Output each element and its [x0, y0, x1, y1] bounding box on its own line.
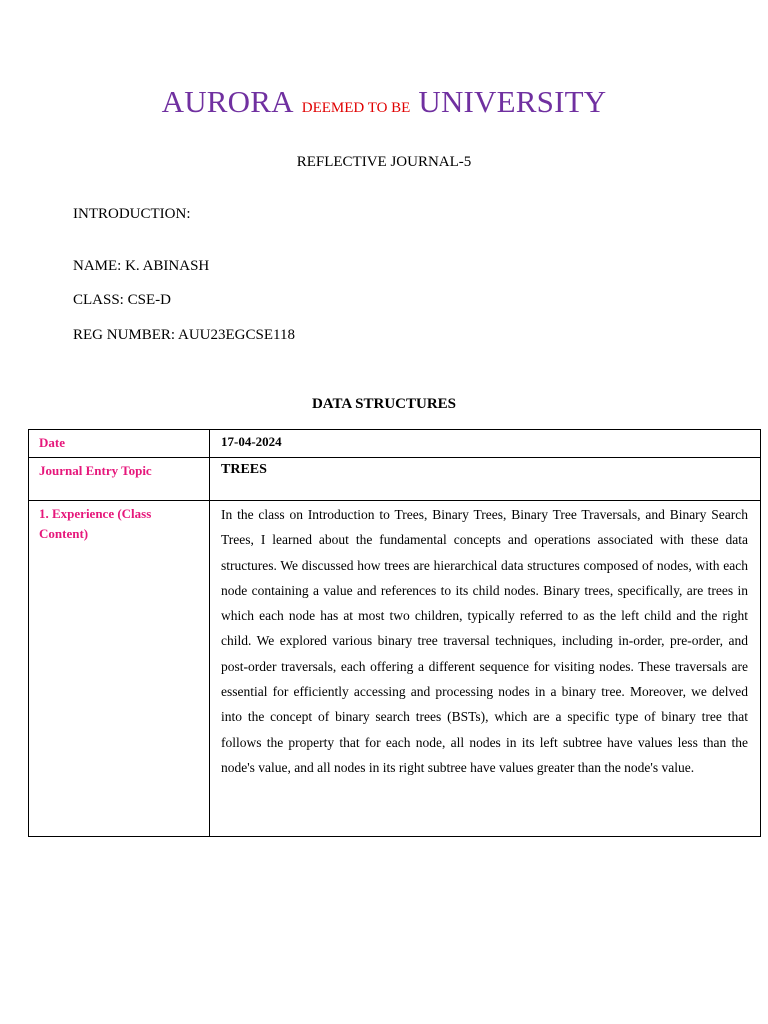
title-deemed: DEEMED TO BE [301, 100, 411, 116]
topic-label: Journal Entry Topic [39, 463, 152, 478]
experience-label: 1. Experience (Class Content) [39, 506, 152, 541]
introduction-heading: INTRODUCTION: [73, 206, 191, 222]
date-value: 17-04-2024 [221, 434, 282, 449]
table-row-topic [29, 458, 761, 501]
experience-text: In the class on Introduction to Trees, Binary Trees, Binary Tree Traversals, and Binary Search Trees, I learned about the fundamental concepts and operations associated with these data structures. We discussed how trees are hierarchical data structures composed of nodes, with each node containing a value and references to its child nodes. Binary trees, specifically, are trees in which each node has at most two children, typically referred to as the left child and the right child. We explored various binary tree traversal techniques, including in-order, pre-order, and post-order traversals, each offering a different sequence for visiting nodes. These traversals are essential for efficiently accessing and processing nodes in a binary tree. Moreover, we delved into the concept of binary search trees (BSTs), which are a specific type of binary tree that follows the property that for each node, all nodes in its left subtree have values less than the node's value, and all nodes in its right subtree have values greater than the node's value. [221, 507, 748, 775]
student-class: CLASS: CSE-D [73, 292, 171, 308]
title-university: UNIVERSITY [418, 84, 607, 119]
university-title [0, 84, 768, 120]
experience-text-cell [210, 501, 761, 837]
date-label: Date [39, 435, 65, 450]
date-label-cell [29, 430, 210, 458]
section-title: DATA STRUCTURES [311, 396, 457, 412]
experience-label-cell [29, 501, 210, 837]
topic-value: TREES [221, 462, 267, 477]
title-aurora: AURORA [161, 84, 294, 119]
date-value-cell [210, 430, 761, 458]
topic-label-cell [29, 458, 210, 501]
journal-subtitle: REFLECTIVE JOURNAL-5 [296, 154, 472, 170]
journal-table [28, 429, 761, 837]
student-name: NAME: K. ABINASH [73, 258, 210, 274]
table-row-experience [29, 501, 761, 837]
table-row-date [29, 430, 761, 458]
student-reg-number: REG NUMBER: AUU23EGCSE118 [73, 327, 295, 343]
topic-value-cell [210, 458, 761, 501]
